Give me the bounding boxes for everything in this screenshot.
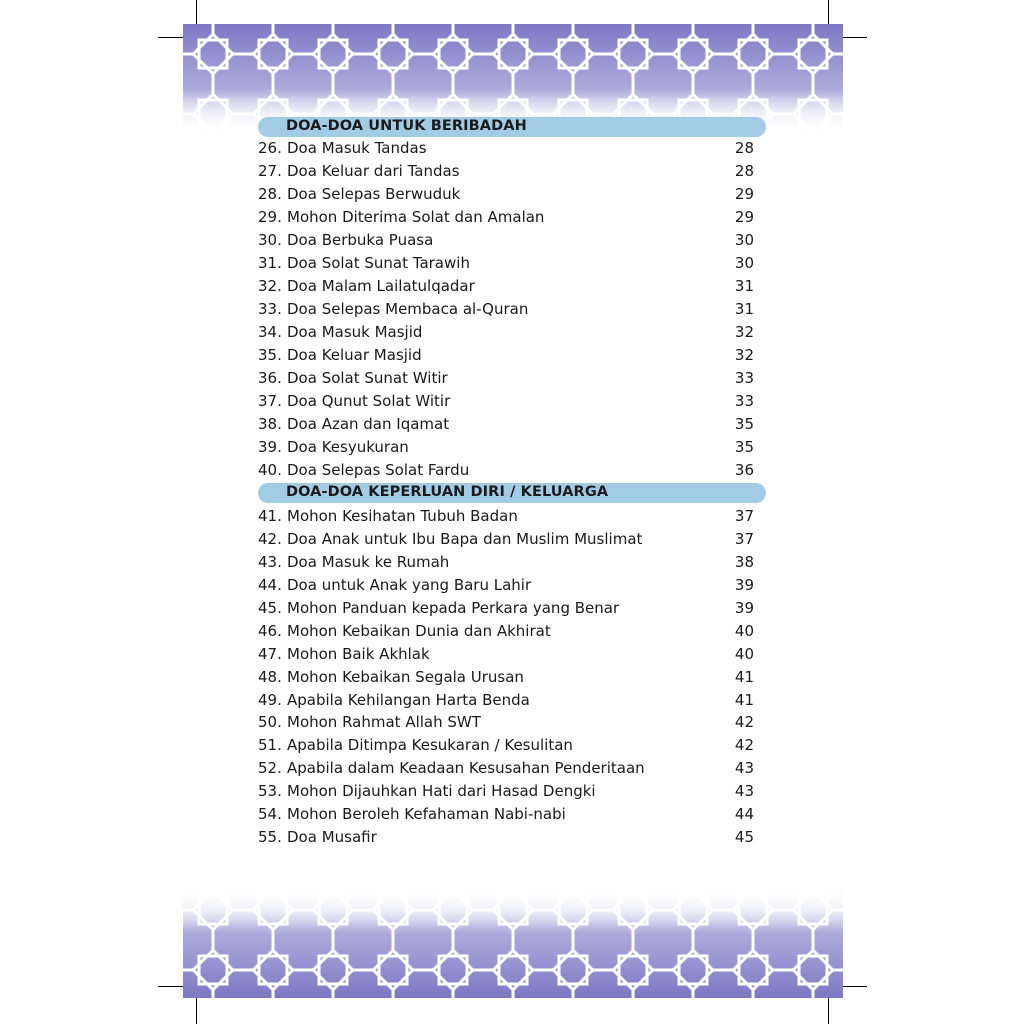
entry-number: 42.	[258, 530, 282, 548]
entry-number: 47.	[258, 645, 282, 663]
entry-number: 27.	[258, 162, 282, 180]
entry-page: 28	[734, 162, 754, 180]
toc-entry[interactable]	[258, 137, 754, 159]
entry-page: 30	[734, 254, 754, 272]
entry-number: 36.	[258, 369, 282, 387]
entry-title: Apabila Kehilangan Harta Benda	[287, 691, 530, 709]
entry-title: Doa Selepas Berwuduk	[287, 185, 461, 203]
entry-number: 37.	[258, 392, 282, 410]
entry-page: 33	[734, 369, 754, 387]
entry-title: Mohon Panduan kepada Perkara yang Benar	[287, 599, 620, 617]
entry-title: Doa Musafir	[287, 828, 377, 846]
entry-title: Mohon Diterima Solat dan Amalan	[287, 208, 545, 226]
entry-page: 29	[734, 185, 754, 203]
entry-title: Mohon Rahmat Allah SWT	[287, 713, 481, 731]
entry-title: Doa Keluar dari Tandas	[287, 162, 460, 180]
entry-title: Apabila dalam Keadaan Kesusahan Penderitaan	[287, 759, 645, 777]
entry-title: Apabila Ditimpa Kesukaran / Kesulitan	[287, 736, 573, 754]
entry-number: 43.	[258, 553, 282, 571]
toc-entry[interactable]	[258, 734, 754, 756]
entry-page: 37	[734, 530, 754, 548]
entry-number: 41.	[258, 507, 282, 525]
toc-entry[interactable]	[258, 597, 754, 619]
entry-title: Doa Solat Sunat Witir	[287, 369, 448, 387]
toc-entry[interactable]	[258, 413, 754, 435]
entry-title: Mohon Baik Akhlak	[287, 645, 430, 663]
entry-number: 29.	[258, 208, 282, 226]
toc-entry[interactable]	[258, 689, 754, 711]
entry-number: 45.	[258, 599, 282, 617]
entry-page: 36	[734, 461, 754, 479]
entry-number: 52.	[258, 759, 282, 777]
entry-page: 31	[734, 300, 754, 318]
entry-number: 54.	[258, 805, 282, 823]
entry-title: Mohon Dijauhkan Hati dari Hasad Dengki	[287, 782, 596, 800]
toc-entry[interactable]	[258, 252, 754, 274]
crop-mark	[843, 986, 867, 987]
entry-title: Doa Solat Sunat Tarawih	[287, 254, 470, 272]
entry-page: 40	[734, 645, 754, 663]
toc-entry[interactable]	[258, 298, 754, 320]
entry-number: 51.	[258, 736, 282, 754]
entry-page: 32	[734, 323, 754, 341]
crop-mark	[828, 998, 829, 1024]
toc-entry[interactable]	[258, 643, 754, 665]
entry-page: 39	[734, 576, 754, 594]
entry-number: 33.	[258, 300, 282, 318]
entry-title: Doa Kesyukuran	[287, 438, 409, 456]
toc-entry[interactable]	[258, 459, 754, 481]
entry-number: 35.	[258, 346, 282, 364]
toc-entry[interactable]	[258, 528, 754, 550]
entry-title: Doa Berbuka Puasa	[287, 231, 434, 249]
entry-number: 34.	[258, 323, 282, 341]
crop-mark	[158, 37, 184, 38]
toc-entry[interactable]	[258, 183, 754, 205]
section-heading: DOA-DOA KEPERLUAN DIRI / KELUARGA	[286, 484, 609, 500]
toc-entry[interactable]	[258, 551, 754, 573]
toc-entry[interactable]	[258, 757, 754, 779]
toc-entry[interactable]	[258, 574, 754, 596]
entry-page: 44	[734, 805, 754, 823]
crop-mark	[843, 37, 867, 38]
entry-number: 46.	[258, 622, 282, 640]
section-heading-bar	[258, 117, 766, 137]
entry-title: Doa Masuk Tandas	[287, 139, 427, 157]
entry-title: Doa Selepas Membaca al-Quran	[287, 300, 529, 318]
toc-entry[interactable]	[258, 160, 754, 182]
toc-entry[interactable]	[258, 826, 754, 848]
entry-page: 35	[734, 415, 754, 433]
crop-mark	[828, 0, 829, 26]
entry-page: 41	[734, 668, 754, 686]
entry-title: Doa untuk Anak yang Baru Lahir	[287, 576, 532, 594]
entry-number: 30.	[258, 231, 282, 249]
footer-pattern-band	[183, 880, 843, 998]
entry-number: 53.	[258, 782, 282, 800]
entry-title: Doa Qunut Solat Witir	[287, 392, 451, 410]
entry-title: Doa Masuk ke Rumah	[287, 553, 450, 571]
toc-entry[interactable]	[258, 321, 754, 343]
entry-page: 35	[734, 438, 754, 456]
entry-number: 44.	[258, 576, 282, 594]
entry-page: 43	[734, 759, 754, 777]
entry-page: 30	[734, 231, 754, 249]
entry-title: Doa Anak untuk Ibu Bapa dan Muslim Muslimat	[287, 530, 643, 548]
entry-number: 40.	[258, 461, 282, 479]
entry-title: Doa Azan dan Iqamat	[287, 415, 450, 433]
entry-title: Doa Selepas Solat Fardu	[287, 461, 470, 479]
toc-entry[interactable]	[258, 436, 754, 458]
crop-mark	[196, 0, 197, 26]
toc-entry[interactable]	[258, 229, 754, 251]
toc-entry[interactable]	[258, 666, 754, 688]
entry-number: 48.	[258, 668, 282, 686]
crop-mark	[158, 986, 184, 987]
toc-entry[interactable]	[258, 275, 754, 297]
entry-page: 28	[734, 139, 754, 157]
entry-number: 38.	[258, 415, 282, 433]
entry-page: 41	[734, 691, 754, 709]
entry-page: 29	[734, 208, 754, 226]
entry-page: 37	[734, 507, 754, 525]
entry-title: Mohon Beroleh Kefahaman Nabi-nabi	[287, 805, 566, 823]
toc-entry[interactable]	[258, 505, 754, 527]
entry-number: 50.	[258, 713, 282, 731]
toc-entry[interactable]	[258, 711, 754, 733]
crop-mark	[196, 998, 197, 1024]
entry-page: 42	[734, 713, 754, 731]
entry-number: 28.	[258, 185, 282, 203]
entry-number: 26.	[258, 139, 282, 157]
entry-page: 31	[734, 277, 754, 295]
entry-page: 45	[734, 828, 754, 846]
entry-page: 33	[734, 392, 754, 410]
entry-page: 38	[734, 553, 754, 571]
toc-entry[interactable]	[258, 344, 754, 366]
entry-number: 31.	[258, 254, 282, 272]
entry-title: Doa Malam Lailatulqadar	[287, 277, 475, 295]
toc-entry[interactable]	[258, 367, 754, 389]
entry-page: 39	[734, 599, 754, 617]
entry-page: 40	[734, 622, 754, 640]
entry-page: 43	[734, 782, 754, 800]
entry-title: Doa Masuk Masjid	[287, 323, 423, 341]
toc-entry[interactable]	[258, 803, 754, 825]
entry-title: Mohon Kebaikan Dunia dan Akhirat	[287, 622, 551, 640]
section-heading-bar	[258, 483, 766, 503]
entry-number: 55.	[258, 828, 282, 846]
toc-entry[interactable]	[258, 206, 754, 228]
toc-entry[interactable]	[258, 780, 754, 802]
entry-title: Mohon Kebaikan Segala Urusan	[287, 668, 524, 686]
entry-page: 42	[734, 736, 754, 754]
section-heading: DOA-DOA UNTUK BERIBADAH	[286, 118, 527, 134]
entry-title: Mohon Kesihatan Tubuh Badan	[287, 507, 518, 525]
toc-entry[interactable]	[258, 620, 754, 642]
entry-number: 32.	[258, 277, 282, 295]
entry-page: 32	[734, 346, 754, 364]
entry-number: 39.	[258, 438, 282, 456]
entry-title: Doa Keluar Masjid	[287, 346, 422, 364]
toc-entry[interactable]	[258, 390, 754, 412]
entry-number: 49.	[258, 691, 282, 709]
